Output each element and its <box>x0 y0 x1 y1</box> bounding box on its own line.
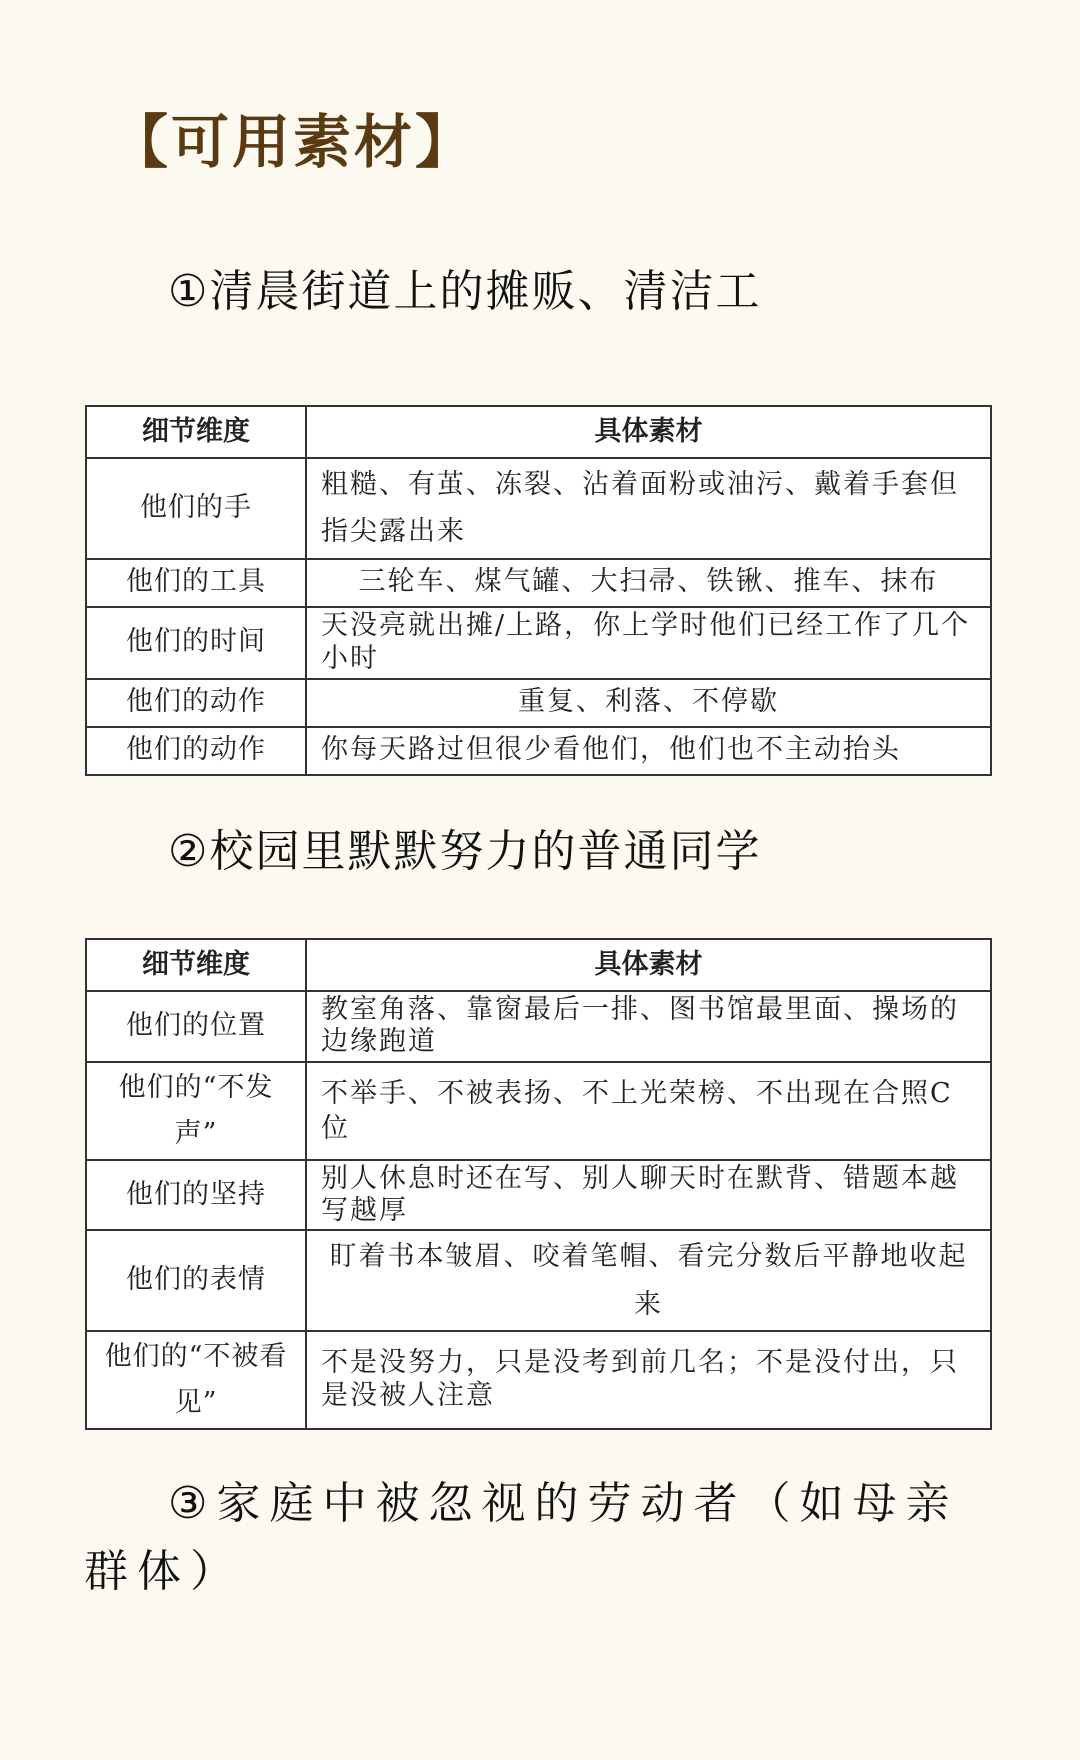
table-row <box>86 991 991 1062</box>
table-header-row <box>86 406 991 458</box>
header-material: 具体素材 <box>306 939 991 991</box>
detail-cell: 不是没努力，只是没考到前几名；不是没付出，只是没被人注意 <box>306 1331 991 1429</box>
section-heading-1: ①清晨街道上的摊贩、清洁工 <box>168 266 762 317</box>
dimension-cell: 他们的位置 <box>86 991 306 1062</box>
dimension-cell: 他们的“不发声” <box>86 1062 306 1160</box>
detail-cell: 你每天路过但很少看他们，他们也不主动抬头 <box>306 727 991 775</box>
page-title: 【可用素材】 <box>110 108 477 176</box>
table-row <box>86 458 991 559</box>
table-row <box>86 1062 991 1160</box>
table-row <box>86 679 991 727</box>
dimension-cell: 他们的坚持 <box>86 1160 306 1231</box>
header-dimension: 细节维度 <box>86 406 306 458</box>
detail-cell: 三轮车、煤气罐、大扫帚、铁锹、推车、抹布 <box>306 559 991 607</box>
detail-cell: 天没亮就出摊/上路，你上学时他们已经工作了几个小时 <box>306 607 991 679</box>
table-row <box>86 1331 991 1429</box>
dimension-cell: 他们的表情 <box>86 1230 306 1331</box>
detail-cell: 盯着书本皱眉、咬着笔帽、看完分数后平静地收起来 <box>306 1230 991 1331</box>
dimension-cell: 他们的手 <box>86 458 306 559</box>
detail-cell: 教室角落、靠窗最后一排、图书馆最里面、操场的边缘跑道 <box>306 991 991 1062</box>
dimension-cell: 他们的动作 <box>86 679 306 727</box>
section-heading-2: ②校园里默默努力的普通同学 <box>168 826 762 877</box>
dimension-cell: 他们的时间 <box>86 607 306 679</box>
table-row <box>86 727 991 775</box>
header-dimension: 细节维度 <box>86 939 306 991</box>
detail-cell: 重复、利落、不停歇 <box>306 679 991 727</box>
table-row <box>86 607 991 679</box>
dimension-cell: 他们的工具 <box>86 559 306 607</box>
material-table-2 <box>85 938 992 1430</box>
detail-cell: 粗糙、有茧、冻裂、沾着面粉或油污、戴着手套但指尖露出来 <box>306 458 991 559</box>
section-heading-3: ③家庭中被忽视的劳动者（如母亲群体） <box>84 1478 959 1598</box>
table-header-row <box>86 939 991 991</box>
table-row <box>86 559 991 607</box>
table-row <box>86 1160 991 1231</box>
dimension-cell: 他们的动作 <box>86 727 306 775</box>
table-row <box>86 1230 991 1331</box>
header-material: 具体素材 <box>306 406 991 458</box>
dimension-cell: 他们的“不被看见” <box>86 1331 306 1429</box>
detail-cell: 别人休息时还在写、别人聊天时在默背、错题本越写越厚 <box>306 1160 991 1231</box>
detail-cell: 不举手、不被表扬、不上光荣榜、不出现在合照C位 <box>306 1062 991 1160</box>
material-table-1 <box>85 405 992 776</box>
